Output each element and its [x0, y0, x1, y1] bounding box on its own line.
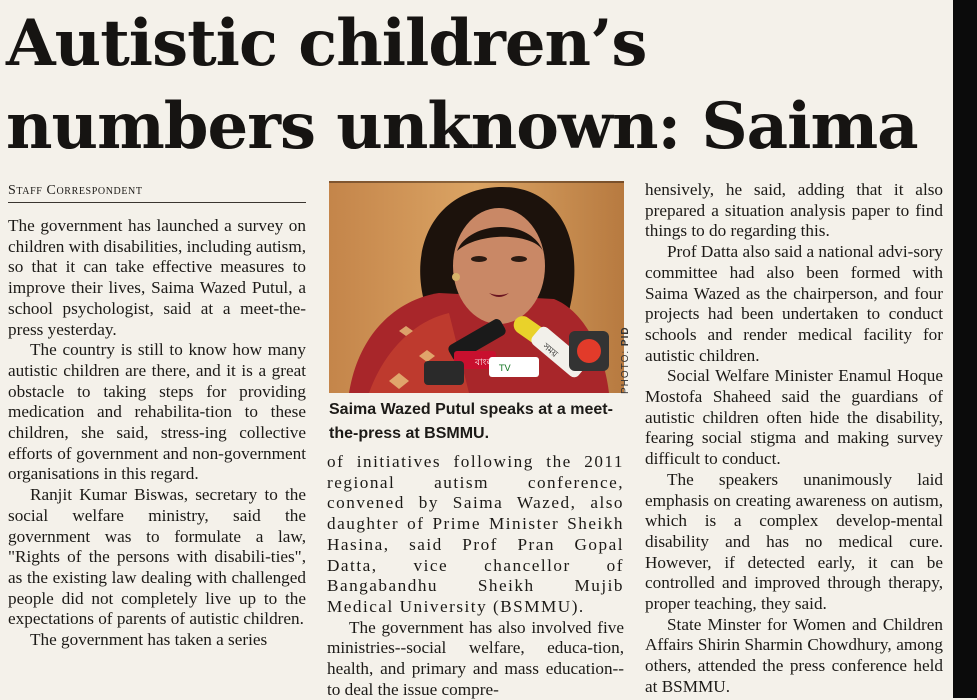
- paragraph: The country is still to know how many autistic children are there, and it is a great obstacle to taking steps for providing medication and rehabilita-tion to these children, she said, stress-ing collective efforts of government and non-government organisations in this regard.: [8, 340, 306, 484]
- byline: Staff Correspondent: [8, 183, 306, 203]
- news-photo: [329, 181, 624, 393]
- page-edge-shadow: [953, 0, 977, 698]
- paragraph: Prof Datta also said a national advi-sory committee had also been formed with Saima Wazed as the chairperson, and four projects had been undertaken to conduct schools and render medical facility for autistic children.: [645, 242, 943, 365]
- article-column-1: [8, 216, 306, 651]
- paragraph: The government has taken a series: [30, 630, 268, 650]
- mic-label: বাংলা: [475, 358, 496, 368]
- paragraph: hensively, he said, adding that it also prepared a situation analysis paper to find things to do regarding this.: [645, 180, 943, 241]
- paragraph: Ranjit Kumar Biswas, secretary to the social welfare ministry, said the government was to formulate a law, "Rights of the persons with disabili-ties", as the existing law dealing with challenged people did not completely live up to the expectations of parents of autistic children.: [8, 485, 306, 629]
- paragraph: Social Welfare Minister Enamul Hoque Mostofa Shaheed said the guardians of autistic children often hide the disability, fearing social stigma and making survey difficult to conduct.: [645, 366, 943, 469]
- paragraph: of initiatives following the 2011 regional autism conference, convened by Saima Wazed, also daughter of Prime Minister Sheikh Hasina, said Prof Pran Gopal Datta, vice chancellor of Bangabandhu Sheikh Mujib Medical University (BSMMU).: [327, 452, 624, 616]
- speaker-photo-illustration: [329, 181, 624, 393]
- headline: Autistic children’s numbers unknown: Saima: [6, 6, 918, 164]
- paragraph: The government has also involved five ministries--social welfare, educa-tion, health, and primary and mass education--to deal the issue compre-: [327, 617, 624, 699]
- paragraph: State Minster for Women and Children Affairs Shirin Sharmin Chowdhury, among others, attended the press conference held at BSMMU.: [645, 614, 943, 696]
- article-column-3: [645, 180, 943, 698]
- photo-credit: [620, 326, 631, 394]
- article-column-2: [327, 452, 624, 700]
- paragraph: The government has launched a survey on children with disabilities, including autism, so that it can take effective measures to improve their lives, Saima Wazed Putul, a school psychologist, said at a meet-the-press yesterday.: [8, 216, 306, 339]
- mic-label: সময়: [540, 341, 560, 360]
- photo-credit-prefix: PHOTO:: [620, 349, 631, 394]
- photo-caption: Saima Wazed Putul speaks at a meet-the-press at BSMMU.: [329, 401, 613, 442]
- mic-label: TV: [499, 364, 511, 374]
- paragraph: The speakers unanimously laid emphasis on creating awareness on autism, which is a complex develop-mental disability and has no medical cure. However, if detected early, it can be controlled and improved through therapy, proper teaching, they said.: [645, 469, 943, 614]
- photo-credit-source: PID: [620, 326, 631, 347]
